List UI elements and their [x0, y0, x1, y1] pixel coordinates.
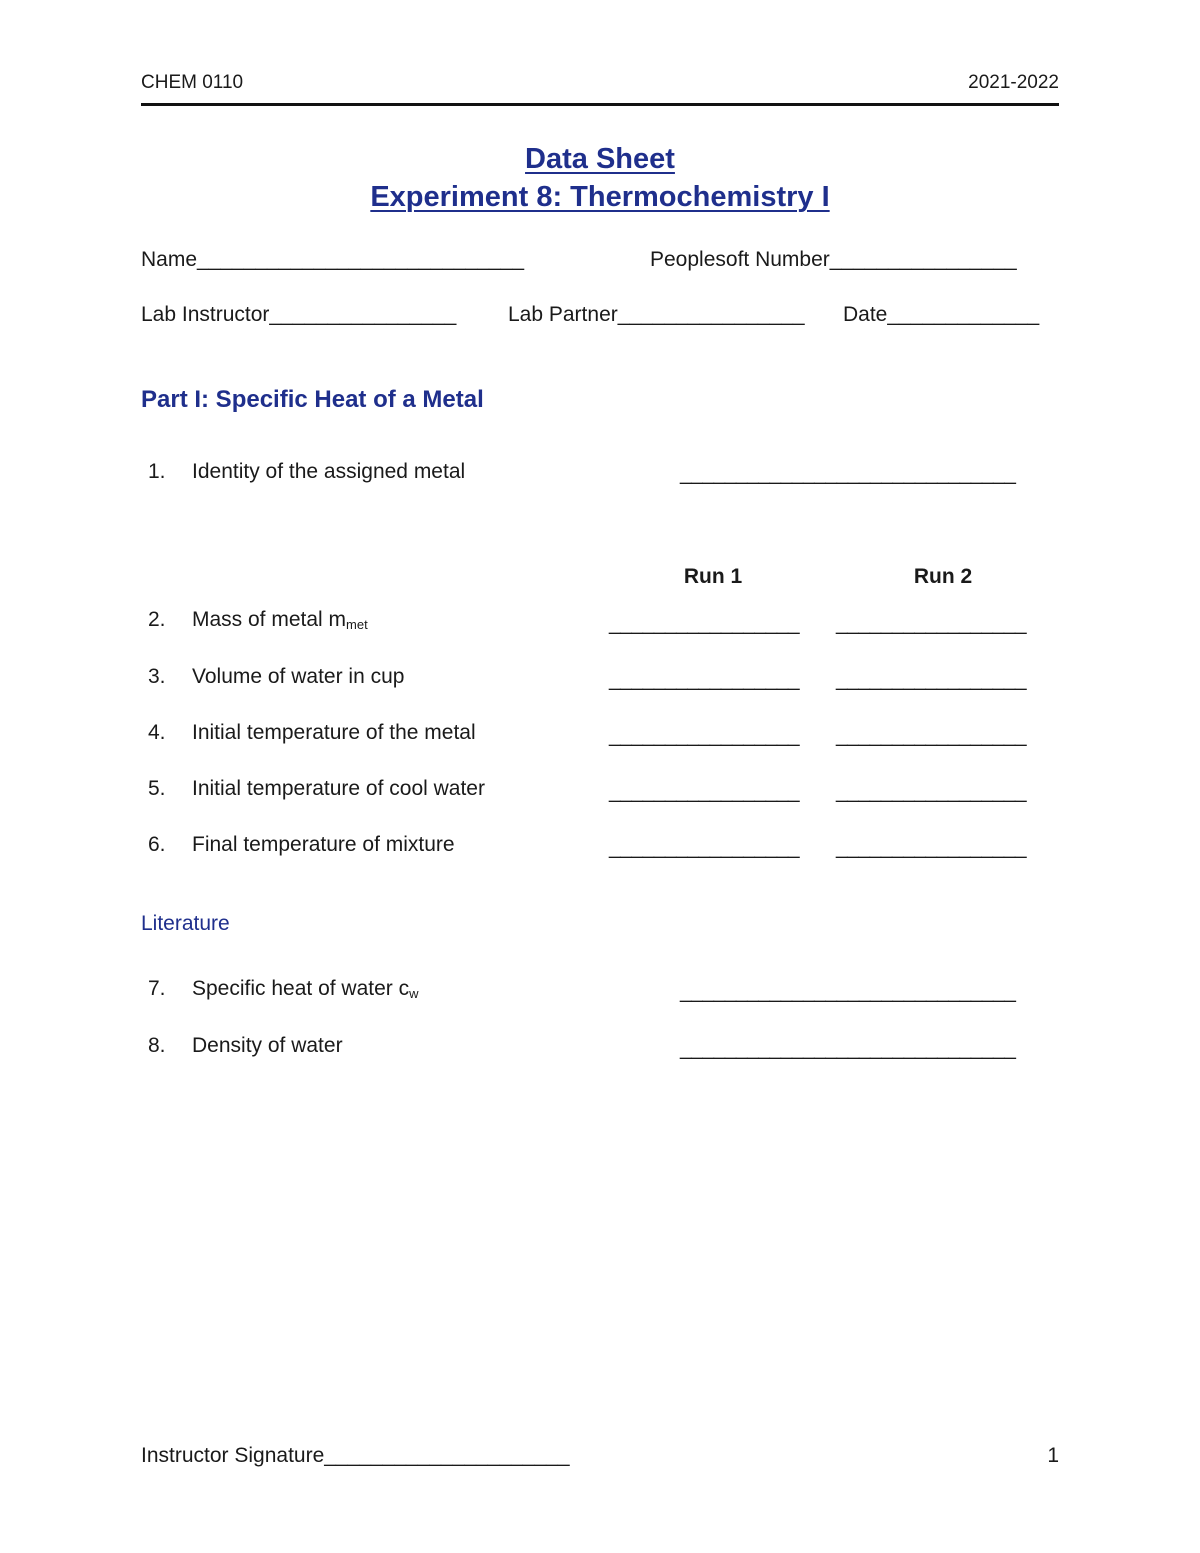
item-number: 3.: [148, 665, 166, 688]
item-label: Mass of metal m: [192, 608, 347, 631]
run1-column-header: Run 1: [683, 565, 743, 588]
run2-column-header: Run 2: [913, 565, 973, 588]
experiment-title: Experiment 8: Thermochemistry I: [370, 181, 830, 213]
item-number: 8.: [148, 1034, 166, 1057]
literature-heading: Literature: [141, 912, 230, 935]
part1-heading: Part I: Specific Heat of a Metal: [141, 386, 484, 413]
list-item-1: [148, 460, 465, 484]
course-code: CHEM 0110: [141, 72, 244, 93]
mass-run1-blank[interactable]: _________________: [609, 612, 800, 635]
metal-temp-run2-blank[interactable]: _________________: [836, 724, 1027, 747]
document-title: Data Sheet: [525, 143, 675, 175]
mass-run2-blank[interactable]: _________________: [836, 612, 1027, 635]
list-item-8: [148, 1034, 343, 1058]
list-item-6: [148, 833, 455, 857]
instructor-signature-field[interactable]: Instructor Signature_____________________: [141, 1444, 570, 1467]
item-label: Initial temperature of the metal: [192, 721, 476, 744]
page-number: 1: [1047, 1444, 1059, 1467]
list-item-2: [148, 608, 368, 632]
lab-instructor-field[interactable]: Lab Instructor________________: [141, 303, 457, 326]
final-temp-run2-blank[interactable]: _________________: [836, 836, 1027, 859]
item-label: Volume of water in cup: [192, 665, 405, 688]
item-subscript: w: [409, 986, 419, 1001]
name-field[interactable]: Name____________________________: [141, 248, 525, 271]
item-label: Final temperature of mixture: [192, 833, 455, 856]
density-water-blank[interactable]: ______________________________: [680, 1037, 1016, 1060]
volume-run1-blank[interactable]: _________________: [609, 668, 800, 691]
item-label: Identity of the assigned metal: [192, 460, 466, 483]
metal-identity-blank[interactable]: ______________________________: [680, 462, 1016, 485]
date-field[interactable]: Date_____________: [843, 303, 1040, 326]
item-subscript: met: [346, 617, 368, 632]
list-item-5: [148, 777, 485, 801]
water-temp-run2-blank[interactable]: _________________: [836, 780, 1027, 803]
academic-year: 2021-2022: [968, 72, 1059, 93]
list-item-3: [148, 665, 404, 689]
item-number: 5.: [148, 777, 166, 800]
final-temp-run1-blank[interactable]: _________________: [609, 836, 800, 859]
metal-temp-run1-blank[interactable]: _________________: [609, 724, 800, 747]
item-label: Specific heat of water c: [192, 977, 410, 1000]
specific-heat-water-blank[interactable]: ______________________________: [680, 980, 1016, 1003]
list-item-7: [148, 977, 419, 1001]
item-number: 1.: [148, 460, 166, 483]
item-number: 2.: [148, 608, 166, 631]
volume-run2-blank[interactable]: _________________: [836, 668, 1027, 691]
item-label: Density of water: [192, 1034, 343, 1057]
item-number: 4.: [148, 721, 166, 744]
water-temp-run1-blank[interactable]: _________________: [609, 780, 800, 803]
item-label: Initial temperature of cool water: [192, 777, 485, 800]
item-number: 7.: [148, 977, 166, 1000]
header-rule: [141, 103, 1059, 106]
list-item-4: [148, 721, 476, 745]
lab-partner-field[interactable]: Lab Partner________________: [508, 303, 805, 326]
item-number: 6.: [148, 833, 166, 856]
peoplesoft-number-field[interactable]: Peoplesoft Number________________: [650, 248, 1017, 271]
